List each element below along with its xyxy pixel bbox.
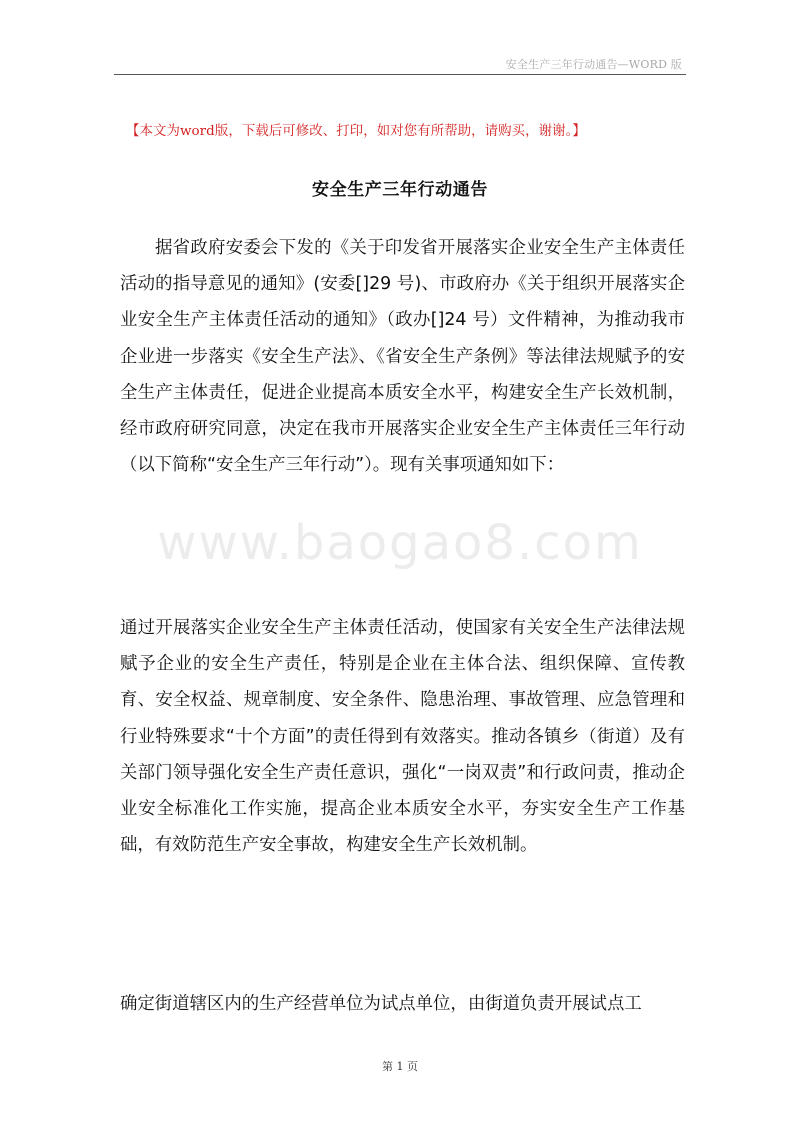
body-paragraph-2: 通过开展落实企业安全生产主体责任活动，使国家有关安全生产法律法规赋予企业的安全生产责任，特别是企业在主体合法、组织保障、宣传教育、安全权益、规章制度、安全条件、隐患治理、事故管理、应急管理和行业特殊要求“十个方面”的责任得到有效落实。推动各镇乡（街道）及有关部门领导强化安全生产责任意识，强化“一岗双责”和行政问责，推动企业安全标准化工作实施，提高企业本质安全水平，夯实安全生产工作基础，有效防范生产安全事故，构建安全生产长效机制。	[120, 618, 685, 856]
running-header: 安全生产三年行动通告—WORD 版	[505, 58, 682, 71]
body-paragraph-1: 据省政府安委会下发的《关于印发省开展落实企业安全生产主体责任活动的指导意见的通知》(安委[]29 号)、市政府办《关于组织开展落实企业安全生产主体责任活动的通知》（政办[]24 号）文件精神，为推动我市企业进一步落实《安全生产法》、《省安全生产条例》等法律法规赋予的安全生产主体责任，促进企业提高本质安全水平，构建安全生产长效机制，经市政府研究同意，决定在我市开展落实企业安全生产主体责任三年行动（以下简称“安全生产三年行动”）。现有关事项通知如下：	[120, 238, 685, 476]
header-divider	[114, 74, 686, 75]
watermark: www.baogao8.com	[157, 515, 643, 571]
document-title: 安全生产三年行动通告	[312, 180, 488, 200]
body-paragraph-3: 确定街道辖区内的生产经营单位为试点单位，由街道负责开展试点工	[120, 994, 642, 1014]
purchase-notice: 【本文为word版，下载后可修改、打印，如对您有所帮助，请购买，谢谢。】	[126, 124, 586, 139]
page-number: 第 1 页	[382, 1060, 418, 1073]
